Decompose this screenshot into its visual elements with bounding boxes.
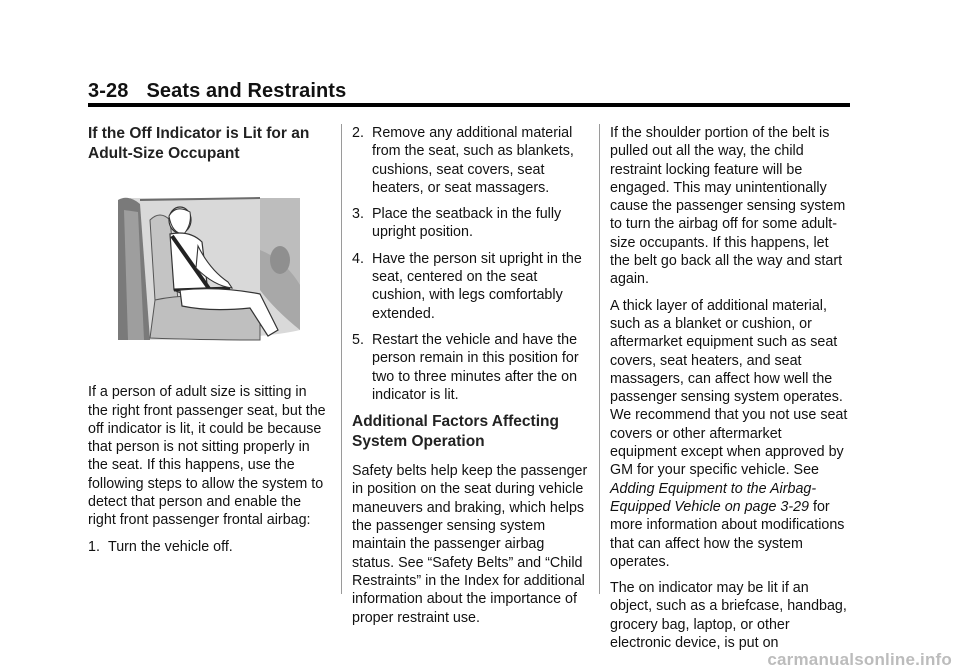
header-rule bbox=[88, 103, 850, 107]
on-indicator-paragraph: The on indicator may be lit if an object, such as a briefcase, handbag, grocery bag, laptop, or other electronic device, is put on bbox=[610, 580, 847, 652]
step-number: 1. bbox=[88, 538, 100, 555]
intro-paragraph: If a person of adult size is sitting in the right front passenger seat, but the off indicator is lit, it could be because that person is not sitting properly in the seat. If this happens, use the following steps to allow the system to detect that person and enable the right front passenger frontal airbag: bbox=[88, 384, 326, 529]
watermark: carmanualsonline.info bbox=[767, 650, 952, 669]
steps-list-continued bbox=[352, 124, 588, 404]
step-item bbox=[352, 331, 588, 404]
column-3 bbox=[610, 124, 850, 660]
page-number: 3-28 bbox=[88, 80, 129, 102]
step-text: Turn the vehicle off. bbox=[108, 538, 233, 555]
step-item bbox=[352, 124, 588, 197]
step-item bbox=[352, 205, 588, 242]
step-number: 2. bbox=[352, 125, 364, 141]
column-divider-2 bbox=[599, 124, 600, 594]
step-text: Place the seatback in the fully upright position. bbox=[372, 206, 562, 241]
column-divider-1 bbox=[341, 124, 342, 594]
step-item bbox=[352, 250, 588, 323]
step-number: 3. bbox=[352, 206, 364, 223]
safety-belts-paragraph: Safety belts help keep the passenger in position on the seat during vehicle maneuvers and braking, which helps the passenger sensing system maintain the passenger airbag status. See “Safety Belts” and “Child Restraints” in the Index for additional information about the importance of proper restraint use. bbox=[352, 463, 588, 626]
section-heading-off-indicator: If the Off Indicator is Lit for an Adult-Size Occupant bbox=[88, 125, 310, 162]
step-text: Have the person sit upright in the seat, centered on the seat cushion, with legs comfortably extended. bbox=[372, 250, 582, 322]
column-2 bbox=[352, 124, 588, 635]
paragraph-text: A thick layer of additional material, such as a blanket or cushion, or aftermarket equipment such as seat covers, seat heaters, and seat massagers, can affect how well the passenger sensing system operates. We recommend that you not use seat covers or other aftermarket equipment except when approved by GM for your specific vehicle. See bbox=[610, 297, 848, 479]
step-item bbox=[88, 538, 330, 556]
step-number: 5. bbox=[352, 331, 364, 348]
additional-material-paragraph bbox=[610, 297, 850, 571]
shoulder-belt-paragraph: If the shoulder portion of the belt is pulled out all the way, the child restraint locking feature will be engaged. This may unintentionally cause the passenger sensing system to turn the airbag off for some adult-size occupants. If this happens, let the belt go back all the way and start again. bbox=[610, 125, 846, 288]
column-1 bbox=[88, 124, 330, 564]
step-number: 4. bbox=[352, 250, 364, 267]
step-text: Remove any additional material from the seat, such as blankets, cushions, seat covers, seat heaters, or seat massagers. bbox=[372, 125, 574, 196]
steps-list-start bbox=[88, 538, 330, 556]
paragraph-text: for more information about modifications that can affect how the system operates. bbox=[610, 498, 845, 570]
cross-reference-link[interactable]: Adding Equipment to the Airbag-Equipped Vehicle on page 3-29 bbox=[610, 480, 817, 515]
page-header bbox=[88, 80, 346, 103]
step-text: Restart the vehicle and have the person remain in this position for two to three minutes after the on indicator is lit. bbox=[372, 331, 579, 403]
section-heading-additional-factors: Additional Factors Affecting System Operation bbox=[352, 413, 559, 451]
section-title: Seats and Restraints bbox=[146, 80, 347, 102]
seated-adult-passenger-illustration bbox=[110, 190, 308, 350]
